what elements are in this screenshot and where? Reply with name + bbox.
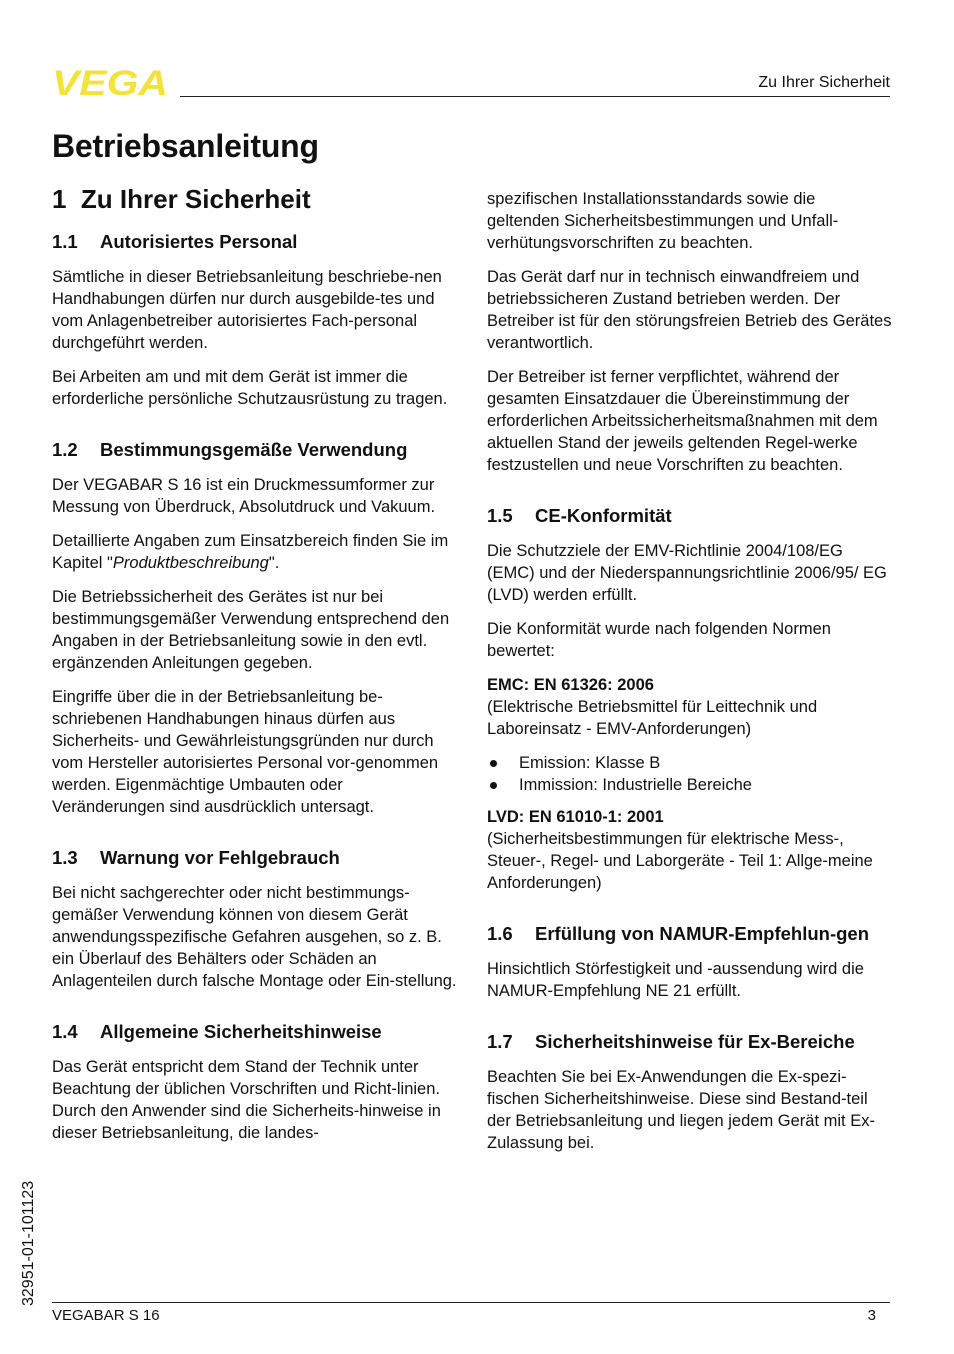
section-number: 1.7 [487, 1031, 513, 1052]
right-column [487, 188, 892, 1166]
paragraph: Der Betreiber ist ferner verpflichtet, während der gesamten Einsatzdauer die Übereinstimmung der erforderlichen Arbeitssicherheitsmaßnahmen mit dem aktuellen Stand der jeweils geltenden Regel-werke festzustellen und neue Vorschriften zu beachten. [487, 368, 878, 474]
emc-bullet-list [487, 752, 892, 796]
header-divider [180, 96, 890, 97]
paragraph: Hinsichtlich Störfestigkeit und -aussendung wird die NAMUR-Empfehlung NE 21 erfüllt. [487, 960, 864, 1000]
paragraph: Bei Arbeiten am und mit dem Gerät ist immer die erforderliche persönliche Schutzausrüstung zu tragen. [52, 368, 448, 408]
section-title: CE-Konformität [535, 505, 672, 526]
text-run: ". [268, 554, 280, 572]
section-heading-1-1 [52, 230, 457, 254]
chapter-title: Zu Ihrer Sicherheit [80, 184, 311, 214]
paragraph: Eingriffe über die in der Betriebsanleitung be-schriebenen Handhabungen hinaus dürfen aus Sicherheits- und Gewährleistungsgründen nur durch vom Hersteller autorisiertes Personal vor-genommen werden. Eigenmächtige Umbauten oder Veränderungen sind ausdrücklich untersagt. [52, 688, 439, 816]
lvd-standard-heading: LVD: EN 61010-1: 2001 [487, 808, 664, 826]
footer-divider [52, 1302, 890, 1303]
side-document-number: 32951-01-101123 [20, 1180, 37, 1306]
vega-logo [52, 66, 170, 98]
paragraph: Die Schutzziele der EMV-Richtlinie 2004/108/EG (EMC) und der Niederspannungsrichtlinie 2006/95/ EG (LVD) werden erfüllt. [487, 542, 887, 604]
section-number: 1.3 [52, 847, 78, 868]
section-title: Bestimmungsgemäße Verwendung [100, 439, 408, 460]
text-run: Detaillierte Angaben zum Einsatzbereich finden Sie im Kapitel " [52, 532, 449, 572]
left-column [52, 182, 457, 1156]
section-number: 1.2 [52, 439, 78, 460]
list-item: Immission: Industrielle Bereiche [487, 774, 892, 796]
paragraph: Der VEGABAR S 16 ist ein Druckmessumformer zur Messung von Überdruck, Absolutdruck und Vakuum. [52, 476, 436, 516]
section-number: 1.5 [487, 505, 513, 526]
paragraph: Die Betriebssicherheit des Gerätes ist nur bei bestimmungsgemäßer Verwendung entsprechend den Angaben in der Betriebsanleitung sowie in den evtl. ergänzenden Anleitungen gegeben. [52, 588, 450, 672]
section-title: Sicherheitshinweise für Ex-Bereiche [535, 1031, 855, 1052]
section-heading-1-2 [52, 438, 457, 462]
paragraph: spezifischen Installationsstandards sowie die geltenden Sicherheitsbestimmungen und Unfall-verhütungsvorschriften zu beachten. [487, 190, 839, 252]
paragraph: Die Konformität wurde nach folgenden Normen bewertet: [487, 620, 831, 660]
emc-standard-heading: EMC: EN 61326: 2006 [487, 676, 654, 694]
section-heading-1-3 [52, 846, 457, 870]
list-item: Emission: Klasse B [487, 752, 892, 774]
paragraph: Das Gerät entspricht dem Stand der Technik unter Beachtung der üblichen Vorschriften und Richt-linien. Durch den Anwender sind die Sicherheits-hinweise in dieser Betriebsanleitung, die landes- [52, 1058, 441, 1142]
paragraph: (Elektrische Betriebsmittel für Leittechnik und Laboreinsatz - EMV-Anforderungen) [487, 698, 818, 738]
document-title: Betriebsanleitung [52, 128, 319, 164]
chapter-heading [52, 182, 457, 216]
chapter-number: 1 [52, 184, 67, 214]
paragraph: Sämtliche in dieser Betriebsanleitung beschriebe-nen Handhabungen dürfen nur durch ausgebilde-tes und vom Anlagenbetreiber autorisiertes Fach-personal durchgeführt werden. [52, 268, 442, 352]
section-title: Allgemeine Sicherheitshinweise [100, 1021, 382, 1042]
paragraph: Das Gerät darf nur in technisch einwandfreiem und betriebssicheren Zustand betrieben werden. Der Betreiber ist für den störungsfreien Betrieb des Gerätes verantwortlich. [487, 268, 892, 352]
paragraph: Beachten Sie bei Ex-Anwendungen die Ex-spezi-fischen Sicherheitshinweise. Diese sind Bestand-teil der Betriebsanleitung und liegen jedem Gerät mit Ex-Zulassung bei. [487, 1068, 875, 1152]
section-number: 1.1 [52, 231, 78, 252]
section-heading-1-7 [487, 1030, 892, 1054]
chapter-reference: Produktbeschreibung [112, 554, 269, 572]
paragraph [52, 530, 457, 574]
section-heading-1-4 [52, 1020, 457, 1044]
paragraph: Bei nicht sachgerechter oder nicht bestimmungs-gemäßer Verwendung können von diesem Gerät anwendungsspezifische Gefahren ausgehen, so z. B. ein Überlauf des Behälters oder Schäden an Anlagenteilen durch falsche Montage oder Ein-stellung. [52, 884, 457, 990]
paragraph: (Sicherheitsbestimmungen für elektrische Mess-, Steuer-, Regel- und Laborgeräte - Teil 1: Allge-meine Anforderungen) [487, 830, 873, 892]
section-title: Autorisiertes Personal [100, 231, 298, 252]
section-title: Warnung vor Fehlgebrauch [100, 847, 340, 868]
header-section-title: Zu Ihrer Sicherheit [758, 74, 890, 91]
section-heading-1-5 [487, 504, 892, 528]
footer-page-number: 3 [867, 1307, 876, 1324]
footer-product-name: VEGABAR S 16 [52, 1307, 160, 1324]
section-number: 1.4 [52, 1021, 78, 1042]
vega-logo-text: VEGA [52, 66, 168, 98]
section-number: 1.6 [487, 923, 513, 944]
section-heading-1-6 [487, 922, 892, 946]
section-title: Erfüllung von NAMUR-Empfehlun-gen [535, 923, 869, 944]
